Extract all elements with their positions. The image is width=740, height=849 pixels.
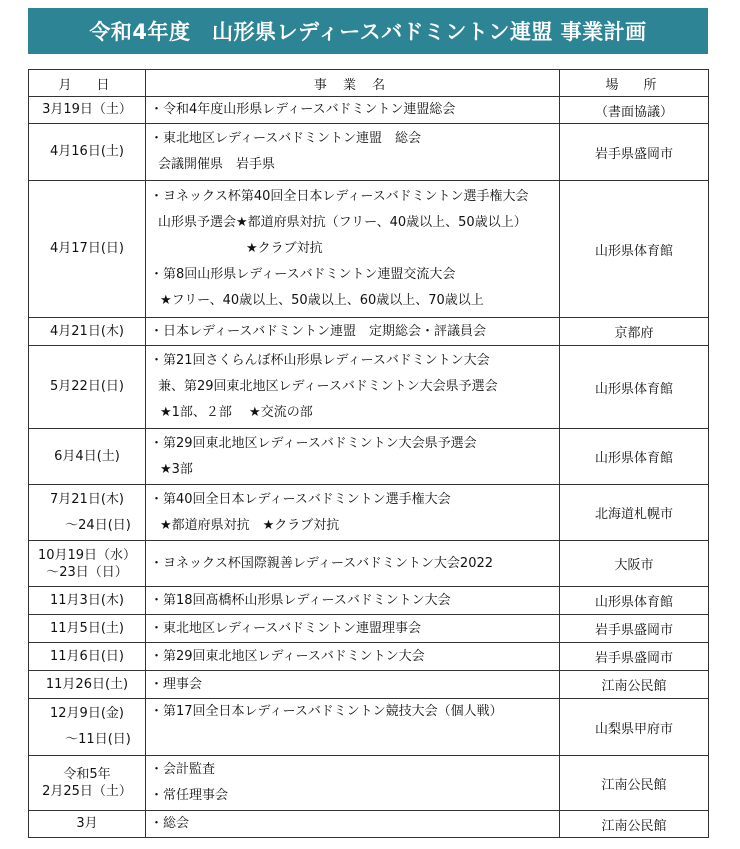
row-event: [146, 346, 560, 429]
date-line: 11月6日(日): [50, 648, 124, 664]
table-row: [29, 124, 709, 181]
row-event: [146, 541, 560, 587]
event-line: ・東北地区レディースバドミントン連盟理事会: [150, 620, 422, 636]
row-place: 江南公民館: [560, 756, 709, 811]
event-line: ・ヨネックス杯国際親善レディースバドミントン大会2022: [150, 555, 494, 571]
table-row: [29, 485, 709, 541]
row-event: [146, 124, 560, 181]
row-place: 岩手県盛岡市: [560, 643, 709, 671]
row-place: （書面協議）: [560, 97, 709, 124]
event-line: ・東北地区レディースバドミントン連盟 総会: [150, 131, 422, 146]
row-place: 山形県体育館: [560, 346, 709, 429]
date-line: 4月17日(日): [50, 241, 124, 256]
table-row: [29, 643, 709, 671]
row-place: 岩手県盛岡市: [560, 615, 709, 643]
row-place: 山形県体育館: [560, 587, 709, 615]
page-title: 令和4年度 山形県レディースバドミントン連盟 事業計画: [28, 8, 708, 54]
event-line: ・第8回山形県レディースバドミントン連盟交流大会: [150, 267, 456, 282]
table-row: [29, 699, 709, 756]
row-place: 山形県体育館: [560, 429, 709, 485]
row-date: [29, 811, 146, 838]
event-line: ・第18回髙橋杯山形県レディースバドミントン大会: [150, 592, 451, 608]
row-date: [29, 615, 146, 643]
table-row: [29, 318, 709, 346]
row-date: [29, 756, 146, 811]
event-line: ・第29回東北地区レディースバドミントン大会県予選会: [150, 435, 477, 451]
row-date: [29, 671, 146, 699]
date-line: 令和5年: [63, 767, 111, 782]
date-line: 6月4日(土): [54, 448, 120, 464]
row-event: [146, 756, 560, 811]
event-line: ★都道府県対抗 ★クラブ対抗: [160, 517, 340, 533]
event-line: ・会計監査: [150, 762, 216, 777]
row-date: [29, 97, 146, 124]
table-row: [29, 541, 709, 587]
table-row: [29, 811, 709, 838]
event-line: ・第17回全日本レディースバドミントン競技大会（個人戦）: [150, 704, 503, 719]
row-place: 北海道札幌市: [560, 485, 709, 541]
table-row: [29, 615, 709, 643]
row-place: 岩手県盛岡市: [560, 124, 709, 181]
date-line: 3月: [76, 816, 98, 831]
event-line: 山形県予選会★都道府県対抗（フリー、40歳以上、50歳以上）: [158, 215, 527, 230]
row-date: [29, 699, 146, 756]
header-place: 場 所: [560, 70, 709, 97]
row-place: 山形県体育館: [560, 181, 709, 318]
event-line: ★3部: [160, 461, 193, 477]
event-line: ・第21回さくらんぼ杯山形県レディースバドミントン大会: [150, 353, 490, 368]
table-header-row: [29, 70, 709, 97]
table-row: [29, 181, 709, 318]
schedule-table: [28, 69, 709, 838]
row-date: [29, 541, 146, 587]
event-line: ・第29回東北地区レディースバドミントン大会: [150, 648, 425, 664]
event-line: ・日本レディースバドミントン連盟 定期総会・評議員会: [150, 323, 487, 339]
event-line: ・令和4年度山形県レディースバドミントン連盟総会: [150, 102, 456, 117]
table-row: [29, 587, 709, 615]
date-line: 4月21日(木): [50, 323, 124, 339]
row-place: 山梨県甲府市: [560, 699, 709, 756]
date-line: 11月5日(土): [50, 620, 124, 636]
table-row: [29, 346, 709, 429]
row-event: [146, 699, 560, 756]
row-date: [29, 643, 146, 671]
event-line: ★フリー、40歳以上、50歳以上、60歳以上、70歳以上: [160, 293, 484, 308]
row-place: 江南公民館: [560, 811, 709, 838]
table-row: [29, 756, 709, 811]
table-row: [29, 671, 709, 699]
row-date: [29, 124, 146, 181]
date-line: 11月3日(木): [50, 592, 124, 608]
event-line: ・常任理事会: [150, 788, 229, 803]
row-date: [29, 429, 146, 485]
row-event: [146, 587, 560, 615]
date-line: 7月21日(木): [50, 491, 124, 507]
row-place: 大阪市: [560, 541, 709, 587]
row-date: [29, 346, 146, 429]
row-event: [146, 181, 560, 318]
event-line: 兼、第29回東北地区レディースバドミントン大会県予選会: [158, 379, 498, 394]
event-line: ★1部、２部 ★交流の部: [160, 405, 313, 420]
row-date: [29, 181, 146, 318]
row-event: [146, 429, 560, 485]
date-line: 12月9日(金): [50, 706, 124, 721]
header-event: 事 業 名: [146, 70, 560, 97]
row-event: [146, 485, 560, 541]
event-line: ・総会: [150, 816, 190, 831]
date-line: 5月22日(日): [50, 379, 124, 394]
row-place: 京都府: [560, 318, 709, 346]
date-line: 10月19日（水）: [37, 547, 137, 563]
row-event: [146, 97, 560, 124]
row-event: [146, 318, 560, 346]
date-line: ～11日(日): [65, 732, 131, 747]
row-event: [146, 615, 560, 643]
event-line: ・ヨネックス杯第40回全日本レディースバドミントン選手権大会: [150, 189, 529, 204]
row-event: [146, 671, 560, 699]
event-line: ・理事会: [150, 676, 203, 692]
row-event: [146, 643, 560, 671]
event-line: 会議開催県 岩手県: [158, 157, 276, 172]
row-date: [29, 485, 146, 541]
row-place: 江南公民館: [560, 671, 709, 699]
table-row: [29, 97, 709, 124]
date-line: 4月16日(土): [50, 144, 124, 159]
row-date: [29, 587, 146, 615]
date-line: 3月19日（土）: [42, 102, 132, 117]
event-line: ★クラブ対抗: [246, 241, 323, 256]
table-row: [29, 429, 709, 485]
date-line: ～23日（日）: [46, 564, 128, 580]
date-line: ～24日(日): [65, 517, 131, 533]
row-event: [146, 811, 560, 838]
event-line: ・第40回全日本レディースバドミントン選手権大会: [150, 491, 451, 507]
date-line: 11月26日(土): [45, 676, 129, 692]
header-date: 月 日: [29, 70, 146, 97]
row-date: [29, 318, 146, 346]
date-line: 2月25日（土）: [42, 784, 132, 799]
